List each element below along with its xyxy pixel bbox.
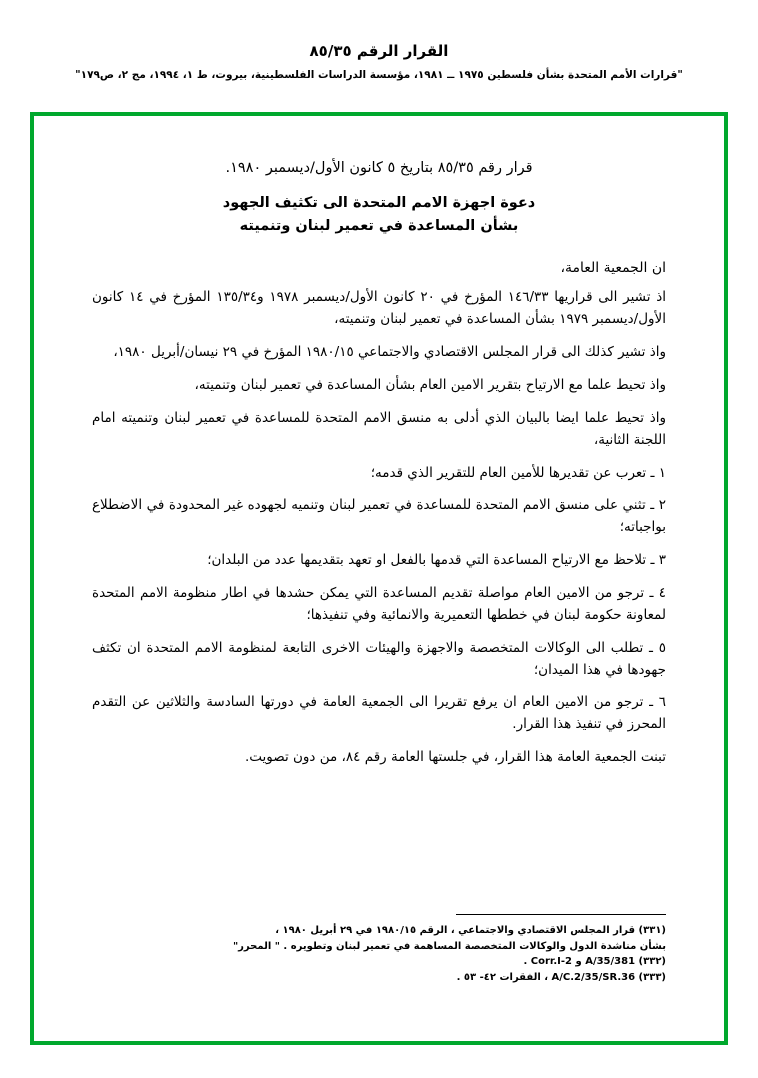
preamble-paragraph-4: واذ تحيط علما ايضا بالبيان الذي أدلى به منسق الامم المتحدة للمساعدة في تعمير لبنان وتنميته امام اللجنة الثانية، <box>92 409 666 448</box>
preamble-paragraph-2: واذ تشير كذلك الى قرار المجلس الاقتصادي والاجتماعي ١٩٨٠/١٥ المؤرخ في ٢٩ نيسان/أبريل ١٩٨٠، <box>113 344 666 361</box>
operative-paragraph-3: ٣ ـ تلاحظ مع الارتياح المساعدة التي قدمها بالفعل او تعهد بتقديمها عدد من البلدان؛ <box>207 552 666 569</box>
operative-paragraph-5: ٥ ـ تطلب الى الوكالات المتخصصة والاجهزة والهيئات الاخرى التابعة لمنظومة الامم المتحدة ان تكثف جهودها في هذا الميدان؛ <box>92 639 666 678</box>
resolution-heading-line2: بشأن المساعدة في تعمير لبنان وتنميته <box>239 218 519 235</box>
document-header <box>0 0 758 81</box>
preamble-paragraph-3: واذ تحيط علما مع الارتياح بتقرير الامين العام بشأن المساعدة في تعمير لبنان وتنميته، <box>194 376 666 393</box>
resolution-heading <box>92 192 666 238</box>
document-body <box>34 116 724 1041</box>
page-title: القرار الرقم ٨٥/٣٥ <box>309 42 449 60</box>
operative-paragraph-6: ٦ ـ ترجو من الامين العام ان يرفع تقريرا الى الجمعية العامة في دورتها السادسة والثلاثين عن التقدم المحرز في تنفيذ هذا القرار. <box>92 694 666 733</box>
footnote-333: (٣٣٣) A/C.2/35/SR.36 ، الفقرات ٤٢- ٥٣ . <box>456 971 666 983</box>
resolution-heading-line1: دعوة اجهزة الامم المتحدة الى تكثيف الجهود <box>222 195 536 211</box>
adoption-note: تبنت الجمعية العامة هذا القرار، في جلستها العامة رقم ٨٤، من دون تصويت. <box>244 749 666 766</box>
operative-paragraph-2: ٢ ـ تثني على منسق الامم المتحدة للمساعدة في تعمير لبنان وتنميه لجهوده غير المحدودة في الاضطلاع بواجباته؛ <box>92 497 666 536</box>
operative-paragraph-1: ١ ـ تعرب عن تقديرها للأمين العام للتقرير الذي قدمه؛ <box>370 464 666 481</box>
opening-clause: ان الجمعية العامة، <box>560 260 666 277</box>
operative-paragraph-4: ٤ ـ ترجو من الامين العام مواصلة تقديم المساعدة التي يمكن حشدها في اطار منظومة الامم المتحدة لمعاونة حكومة لبنان في خططها التعميرية والانمائية وفي تنفيذها؛ <box>92 584 666 623</box>
footnote-331: (٣٣١) قرار المجلس الاقتصادي والاجتماعي ، الرقم ١٩٨٠/١٥ في ٢٩ أبريل ١٩٨٠ ، <box>275 925 666 936</box>
footnote-divider <box>456 914 666 915</box>
green-border-frame <box>30 112 728 1045</box>
footnote-332: (٣٣٢) A/35/381 و Corr.I-2 . <box>523 956 666 967</box>
footnotes-section <box>92 914 666 985</box>
source-citation: "قرارات الأمم المتحدة بشأن فلسطين ١٩٧٥ ــ ١٩٨١، مؤسسة الدراسات الفلسطينية، بيروت، ط ١، ١٩٩٤، مج ٢، ص١٧٩" <box>75 69 683 81</box>
footnote-331-cont: بشأن مناشدة الدول والوكالات المتخصصة المساهمة في تعمير لبنان وتطويره . " المحرر" <box>232 940 666 952</box>
preamble-paragraph-1: اذ تشير الى قراريها ١٤٦/٣٣ المؤرخ في ٢٠ كانون الأول/ديسمبر ١٩٧٨ و١٣٥/٣٤ المؤرخ في ١٤ كانون الأول/ديسمبر ١٩٧٩ بشأن المساعدة في تعمير لبنان وتنميته، <box>92 289 666 328</box>
resolution-reference: قرار رقم ٨٥/٣٥ بتاريخ ٥ كانون الأول/ديسمبر ١٩٨٠. <box>225 160 533 176</box>
